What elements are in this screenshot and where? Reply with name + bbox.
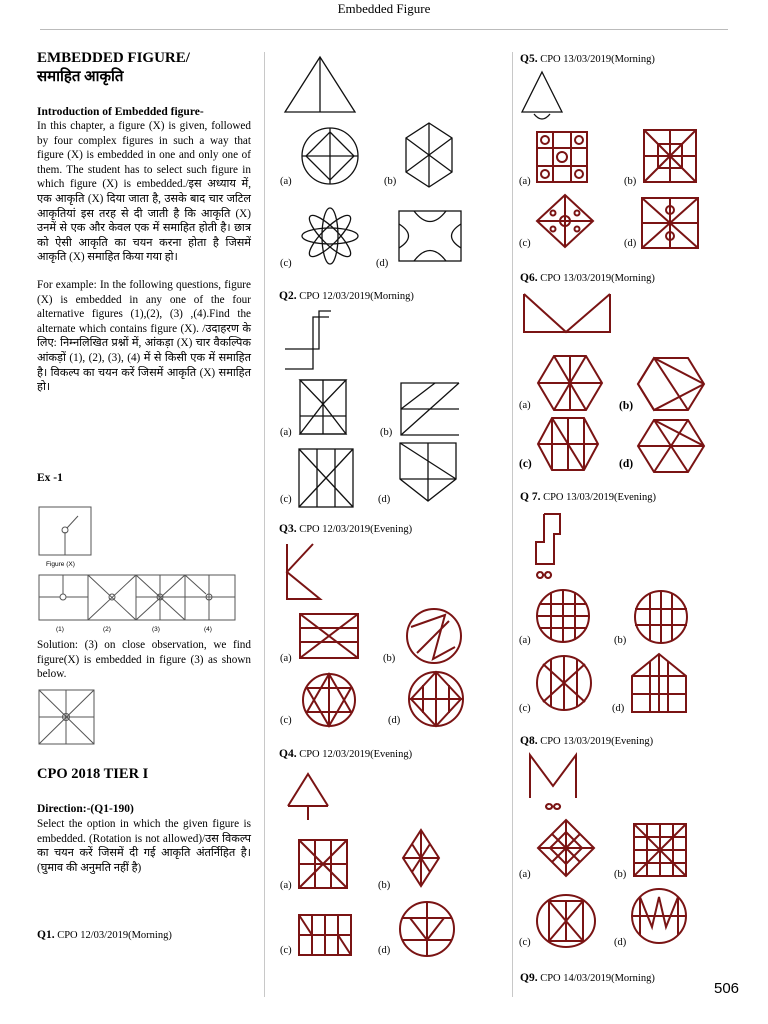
figure-x (38, 506, 94, 558)
q7-option-b-label: (b) (614, 635, 627, 646)
q2-label: Q2. CPO 12/03/2019(Morning) (279, 290, 414, 302)
q4-option-a-figure (297, 838, 349, 890)
column-divider-2 (512, 52, 513, 997)
q2-option-b-figure (399, 381, 461, 437)
q6-option-a-label: (a) (519, 400, 531, 411)
example-option-3-caption: (3) (152, 626, 160, 633)
q7-option-a-figure (535, 588, 591, 644)
example-options (38, 574, 238, 622)
q8-option-d-label: (d) (614, 937, 627, 948)
q1-option-b-figure (404, 122, 454, 188)
q2-option-a-figure (298, 378, 348, 436)
q8-option-a-figure (536, 818, 596, 878)
q4-label: Q4. CPO 12/03/2019(Evening) (279, 748, 413, 760)
q5-label: Q5. CPO 13/03/2019(Morning) (520, 53, 655, 65)
q7-option-d-label: (d) (612, 703, 625, 714)
q4-option-b-label: (b) (378, 880, 391, 891)
chapter-title: EMBEDDED FIGURE/ (37, 50, 190, 66)
q7-label: Q 7. CPO 13/03/2019(Evening) (520, 491, 656, 503)
q8-option-b-figure (632, 822, 688, 878)
q4-option-a-label: (a) (280, 880, 292, 891)
q4-figure-x (286, 772, 330, 822)
q2-figure-x (283, 309, 333, 371)
q6-option-c-label: (c) (519, 458, 532, 470)
q7-option-c-label: (c) (519, 703, 531, 714)
example-option-2-caption: (2) (103, 626, 111, 633)
q1-figure-x (284, 56, 356, 114)
page-number: 506 (714, 980, 740, 997)
q7-option-d-figure (630, 652, 688, 714)
q6-option-d-label: (d) (619, 458, 634, 470)
q4-option-d-label: (d) (378, 945, 391, 956)
figure-x-caption: Figure (X) (46, 561, 75, 568)
q7-option-a-label: (a) (519, 635, 531, 646)
direction-text: Select the option in which the given figure is embedded. (Rotation is not allowed)/उस विकल्प का चयन करें जिसमें दी गई आकृति अंतर्निहित है। (घुमाव की अनुमति नहीं है) (37, 818, 251, 874)
q4-option-d-figure (398, 900, 456, 958)
chapter-title-hindi: समाहित आकृति (37, 69, 124, 85)
q5-option-d-figure (640, 196, 700, 250)
q1-option-c-label: (c) (280, 258, 292, 269)
q6-option-b-label: (b) (619, 400, 634, 412)
q5-option-a-label: (a) (519, 176, 531, 187)
q2-option-c-figure (297, 447, 355, 509)
q8-option-b-label: (b) (614, 869, 627, 880)
q1-option-b-label: (b) (384, 176, 397, 187)
q1-option-a-label: (a) (280, 176, 292, 187)
column-divider-1 (264, 52, 265, 997)
example-option-4-caption: (4) (204, 626, 212, 633)
example-text: For example: In the following questions, figure (X) is embedded in any one of the four alternative figures (1),(2), (3) ,(4).Find the alternate which contains figure (X). /उदाहरण के लिए: निम्नलिखित प्रश्नों में, आंकड़ा (X) चार वैकल्पिक आंकड़ों (1), (2), (3), (4) में से किसी एक में समाहित है। विकल्प का चयन करें जिसमें आकृति (X) समाहित हो। (37, 278, 251, 394)
q3-option-d-label: (d) (388, 715, 401, 726)
q3-option-d-figure (407, 670, 465, 728)
example-label: Ex -1 (37, 472, 63, 484)
section-title: CPO 2018 TIER I (37, 766, 149, 782)
q6-option-d-figure (636, 418, 706, 474)
q4-option-c-label: (c) (280, 945, 292, 956)
q4-option-b-figure (401, 828, 441, 888)
running-header: Embedded Figure (337, 1, 431, 16)
q1-option-d-label: (d) (376, 258, 389, 269)
q2-option-c-label: (c) (280, 494, 292, 505)
q3-option-a-figure (298, 612, 360, 660)
q6-option-c-figure (536, 416, 600, 472)
header-rule (40, 29, 728, 30)
q6-label: Q6. CPO 13/03/2019(Morning) (520, 272, 655, 284)
solution-figure (38, 689, 96, 745)
q3-option-a-label: (a) (280, 653, 292, 664)
q2-option-a-label: (a) (280, 427, 292, 438)
q3-label: Q3. CPO 12/03/2019(Evening) (279, 523, 413, 535)
q2-option-d-figure (398, 441, 458, 503)
q3-option-b-figure (405, 607, 463, 665)
q3-figure-x (283, 542, 323, 602)
q1-option-c-figure (300, 206, 360, 266)
q8-label: Q8. CPO 13/03/2019(Evening) (520, 735, 654, 747)
q7-figure-x (534, 512, 564, 582)
q5-option-c-figure (535, 193, 595, 249)
q1-option-a-figure (299, 126, 361, 186)
q2-option-b-label: (b) (380, 427, 393, 438)
q1-label: Q1. CPO 12/03/2019(Morning) (37, 929, 172, 941)
intro-text: In this chapter, a figure (X) is given, followed by four complex figures in such a way that figure (X) is embedded in one and only one of them. The student has to select such figure in which figure (X) is embedded./इस अध्याय में, एक आकृति (X) दिया जाता है, उसके बाद चार जटिल आकृतियां इस तरह से दी जाती है कि आकृति (X) उनमें से एक और केवल एक में समाहित होती है। छात्र को ऐसी आकृति का चयन करना होता है जिसमें आकृति (X) समाहित किया गया हो। (37, 120, 251, 264)
q6-option-a-figure (536, 354, 604, 412)
q3-option-b-label: (b) (383, 653, 396, 664)
q4-option-c-figure (297, 913, 353, 957)
q3-option-c-figure (301, 672, 357, 728)
q5-option-b-label: (b) (624, 176, 637, 187)
direction-heading: Direction:-(Q1-190) (37, 803, 134, 815)
intro-heading: Introduction of Embedded figure- (37, 106, 204, 118)
q9-label: Q9. CPO 14/03/2019(Morning) (520, 972, 655, 984)
q5-option-d-label: (d) (624, 238, 637, 249)
q5-figure-x (520, 70, 564, 124)
q1-option-d-figure (398, 210, 462, 262)
q8-figure-x (527, 752, 579, 810)
q2-option-d-label: (d) (378, 494, 391, 505)
q8-option-a-label: (a) (519, 869, 531, 880)
q7-option-b-figure (632, 589, 690, 645)
example-option-1-caption: (1) (56, 626, 64, 633)
q6-option-b-figure (636, 356, 706, 412)
q5-option-b-figure (642, 128, 698, 184)
solution-text: Solution: (3) on close observation, we find figure(X) is embedded in figure (3) as shown below. (37, 639, 251, 681)
q8-option-d-figure (630, 887, 688, 945)
q8-option-c-figure (535, 893, 597, 949)
q5-option-a-figure (535, 130, 589, 184)
q3-option-c-label: (c) (280, 715, 292, 726)
q5-option-c-label: (c) (519, 238, 531, 249)
q7-option-c-figure (535, 654, 593, 712)
left-column (37, 50, 251, 395)
q8-option-c-label: (c) (519, 937, 531, 948)
q6-figure-x (520, 292, 614, 334)
